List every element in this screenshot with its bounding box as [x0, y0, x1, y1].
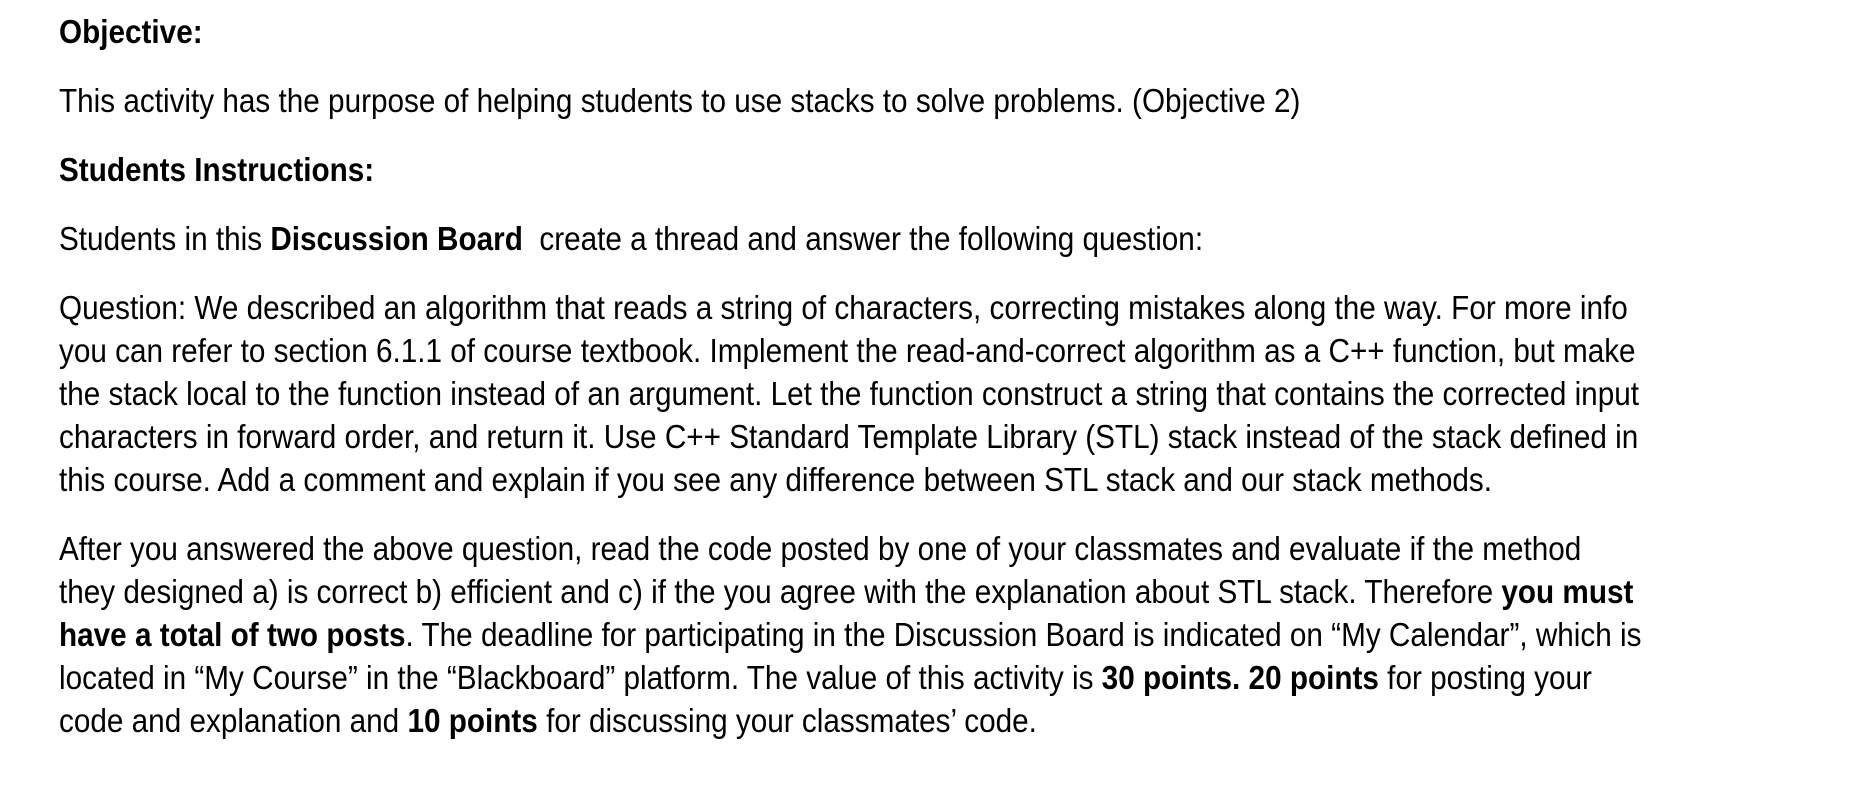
objective-text: This activity has the purpose of helping students to use stacks to solve problems. (Objective 2) [59, 82, 1301, 119]
discussion-board-term: Discussion Board [270, 220, 523, 257]
followup-part4: for discussing your classmates’ code. [537, 702, 1037, 739]
followup-part3: for posting your code and explanation and [59, 659, 1592, 739]
followup-part1: After you answered the above question, read the code posted by one of your classmates and evaluate if the method they designed a) is correct b) efficient and c) if the you agree with the explanation about STL stack. Therefore [59, 530, 1582, 610]
document-body [59, 10, 1643, 768]
followup-text [59, 527, 1643, 742]
followup-bold-points: 30 points. 20 points [1101, 659, 1379, 696]
instructions-intro-after: create a thread and answer the following question: [522, 220, 1204, 257]
question-text: Question: We described an algorithm that reads a string of characters, correcting mistakes along the way. For more info you can refer to section 6.1.1 of course textbook. Implement the read-and-correct algorithm as a C++ function, but make the stack local to the function instead of an argument. Let the function construct a string that contains the corrected input characters in forward order, and return it. Use C++ Standard Template Library (STL) stack instead of the stack defined in this course. Add a comment and explain if you see any difference between STL stack and our stack methods. [59, 289, 1639, 498]
instructions-heading: Students Instructions: [59, 151, 375, 188]
instructions-intro [59, 217, 1643, 260]
followup-bold-total-posts: you must have a total of two posts [59, 573, 1634, 653]
objective-heading: Objective: [59, 13, 203, 50]
instructions-intro-before: Students in this [59, 220, 271, 257]
followup-bold-ten-points: 10 points [407, 702, 538, 739]
followup-part2: . The deadline for participating in the Discussion Board is indicated on “My Calendar”, which is located in “My Course” in the “Blackboard” platform. The value of this activity is [59, 616, 1642, 696]
